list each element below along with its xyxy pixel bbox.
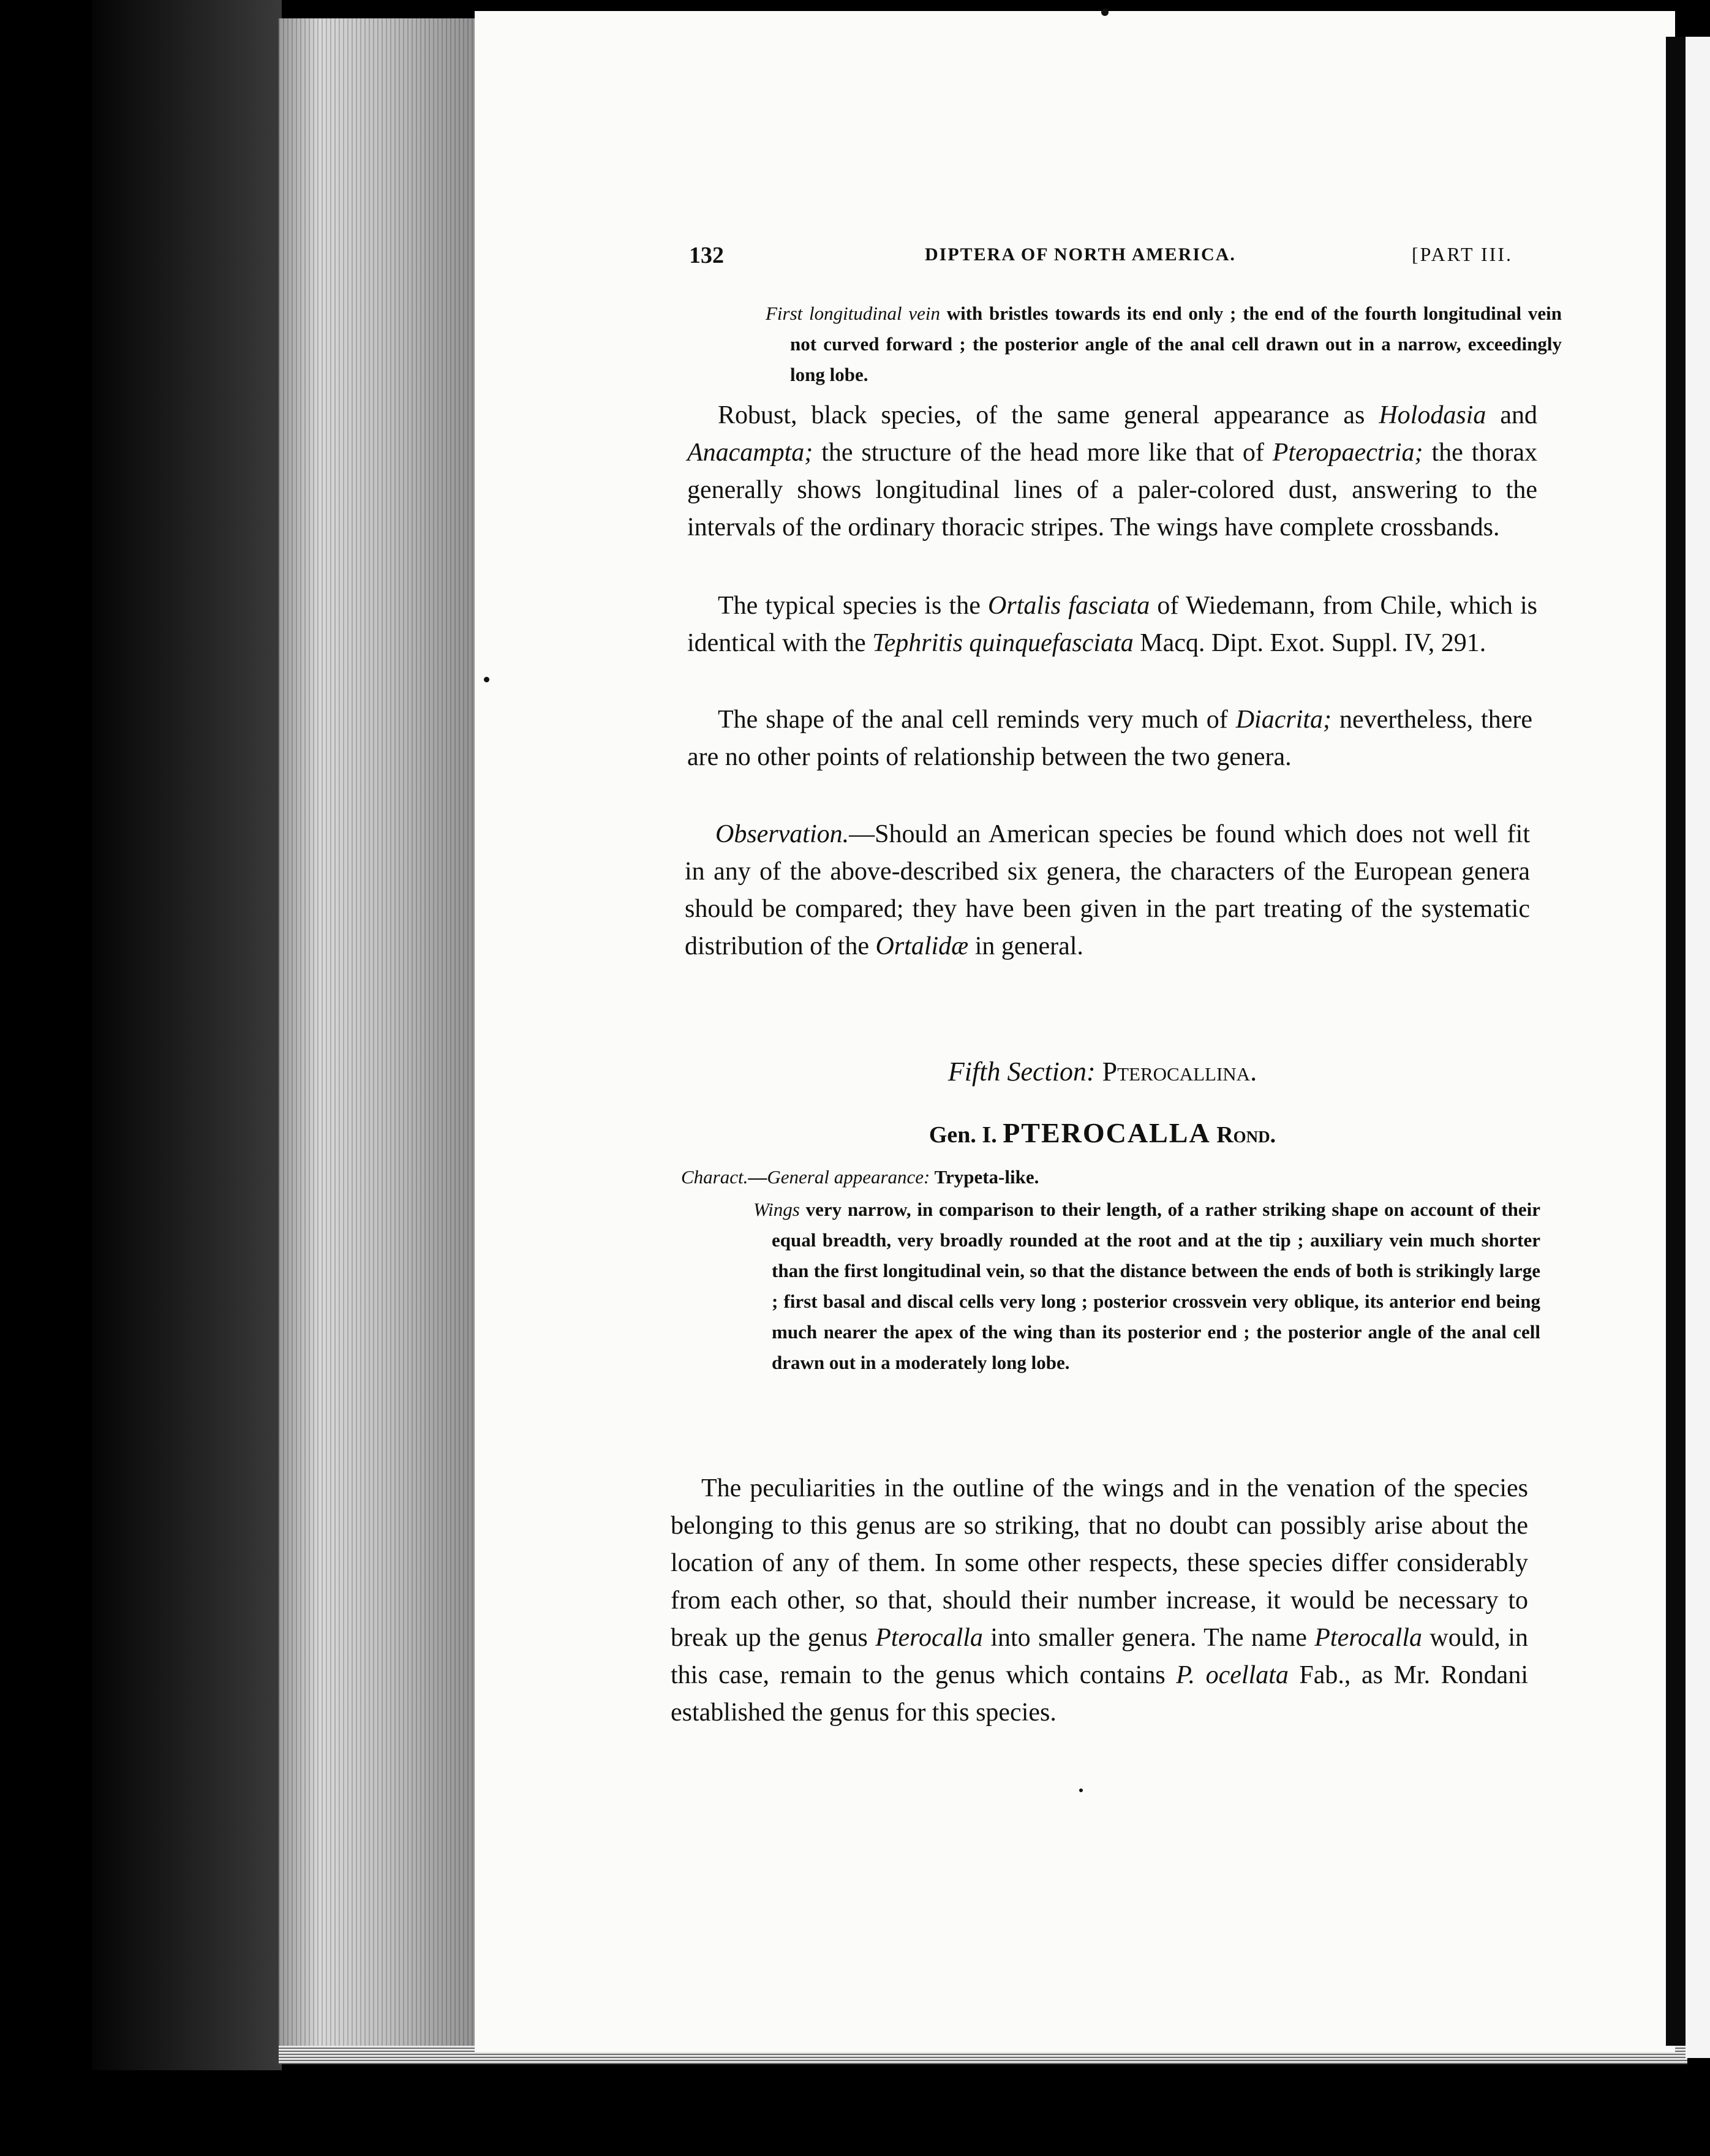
part-label: [PART III.	[1412, 243, 1513, 265]
facing-page-shadow	[1666, 37, 1684, 2046]
running-title: DIPTERA OF NORTH AMERICA.	[925, 244, 1236, 265]
genus-heading: Gen. I. PTEROCALLA Rond.	[928, 1117, 1276, 1148]
page-edges	[279, 18, 487, 2058]
facing-page-edge	[1686, 37, 1710, 2058]
generic-characters: Charact.—General appearance: Trypeta-like.	[681, 1166, 1039, 1188]
ink-speck	[1101, 9, 1109, 16]
running-header	[689, 242, 1540, 273]
ink-speck	[1079, 1789, 1083, 1792]
paragraph-anal-cell: The shape of the anal cell reminds very much of Diacrita; nevertheless, there are no other points of relationship between the two genera.	[687, 706, 1532, 771]
paragraph-peculiarities: The peculiarities in the outline of the wings and in the venation of the species belonging to this genus are so striking, that no doubt can possibly arise about the location of any of them. In some other respects, these species differ considerably from each other, so that, should their number increase, it would be necessary to break up the genus Pterocalla into smaller genera. The name Pterocalla would, in this case, remain to the genus which contains P. ocellata Fab., as Mr. Rondani established the genus for this species.	[671, 1474, 1528, 1727]
paragraph-typical-species: The typical species is the Ortalis fasciata of Wiedemann, from Chile, which is identical with the Tephritis quinquefasciata Macq. Dipt. Exot. Suppl. IV, 291.	[687, 592, 1537, 657]
page-number: 132	[689, 243, 724, 268]
key-continuation: First longitudinal vein with bristles towards its end only ; the end of the fourth longitudinal vein not curved forward ; the posterior angle of the anal cell drawn out in a narrow, exceedingly long lobe.	[766, 303, 1562, 385]
wing-characters: Wings very narrow, in comparison to their length, of a rather striking shape on account of their equal breadth, very broadly rounded at the root and at the tip ; auxiliary vein much shorter than the first longitudinal vein, so that the distance between the ends of both is strikingly large ; first basal and discal cells very long ; posterior crossvein very oblique, its anterior end being much nearer the apex of the wing than its posterior end ; the posterior angle of the anal cell drawn out in a moderately long lobe.	[753, 1199, 1540, 1373]
paragraph-robust: Robust, black species, of the same general appearance as Holodasia and Anacampta; the structure of the head more like that of Pteropaectria; the thorax generally shows longitudinal lines of a paler-colored dust, answering to the intervals of the ordinary thoracic stripes. The wings have complete crossbands.	[687, 401, 1538, 541]
paragraph-observation: Observation.—Should an American species be found which does not well fit in any of the above-described six genera, the characters of the European genera should be compared; they have been given in the part treating of the systematic distribution of the Ortalidæ in general.	[685, 820, 1530, 960]
ink-speck	[484, 677, 489, 682]
book-spine-shadow	[92, 0, 282, 2070]
section-heading: Fifth Section: Pterocallina.	[947, 1057, 1257, 1087]
